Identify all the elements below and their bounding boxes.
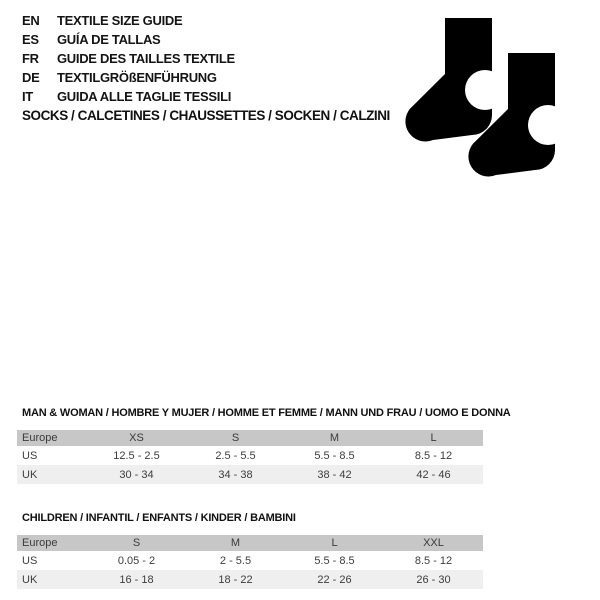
language-code: EN xyxy=(22,13,40,28)
table-row-us xyxy=(17,446,483,465)
language-list xyxy=(22,11,235,106)
size-cell: 12.5 - 2.5 xyxy=(113,449,160,462)
size-table-man-woman xyxy=(17,430,483,484)
language-label: GUÍA DE TALLAS xyxy=(57,32,161,47)
language-row-fr xyxy=(22,49,235,68)
col-header-size: XXL xyxy=(384,535,483,551)
table-header-row xyxy=(17,535,483,551)
size-cell: 38 - 42 xyxy=(317,468,352,481)
col-header-size: S xyxy=(87,535,186,551)
col-header-size: L xyxy=(285,535,384,551)
size-cell: 16 - 18 xyxy=(119,573,154,586)
col-header-region: Europe xyxy=(17,535,87,551)
col-header-size: L xyxy=(384,430,483,446)
row-label: UK xyxy=(22,468,38,481)
size-cell: 26 - 30 xyxy=(416,573,451,586)
col-header-region: Europe xyxy=(17,430,87,446)
language-label: TEXTILGRÖßENFÜHRUNG xyxy=(57,70,217,85)
socks-icon xyxy=(396,10,576,190)
language-code: ES xyxy=(22,32,39,47)
size-table-children xyxy=(17,535,483,589)
col-header-size: S xyxy=(186,430,285,446)
col-header-size: M xyxy=(285,430,384,446)
size-cell: 5.5 - 8.5 xyxy=(314,449,355,462)
row-label: US xyxy=(22,554,38,567)
language-code: IT xyxy=(22,89,33,104)
row-label: UK xyxy=(22,573,38,586)
table-title-man-woman: MAN & WOMAN / HOMBRE Y MUJER / HOMME ET FEMME / MANN UND FRAU / UOMO E DONNA xyxy=(22,407,511,419)
language-code: FR xyxy=(22,51,39,66)
size-cell: 18 - 22 xyxy=(218,573,253,586)
size-section-man-woman xyxy=(17,407,511,484)
language-row-en xyxy=(22,11,235,30)
language-row-de xyxy=(22,68,235,87)
table-row-uk xyxy=(17,570,483,589)
col-header-size: M xyxy=(186,535,285,551)
language-label: GUIDA ALLE TAGLIE TESSILI xyxy=(57,89,232,104)
table-row-us xyxy=(17,551,483,570)
col-header-size: XS xyxy=(87,430,186,446)
language-label: TEXTILE SIZE GUIDE xyxy=(57,13,183,28)
table-header-row xyxy=(17,430,483,446)
size-cell: 0.05 - 2 xyxy=(117,554,156,567)
language-row-it xyxy=(22,87,235,106)
size-cell: 22 - 26 xyxy=(317,573,352,586)
size-cell: 42 - 46 xyxy=(416,468,451,481)
size-cell: 8.5 - 12 xyxy=(414,554,453,567)
category-title: SOCKS / CALCETINES / CHAUSSETTES / SOCKEN / CALZINI xyxy=(22,108,390,123)
sock-left xyxy=(405,18,505,141)
size-cell: 2.5 - 5.5 xyxy=(215,449,256,462)
size-cell: 2 - 5.5 xyxy=(219,554,252,567)
table-row-uk xyxy=(17,465,483,484)
size-cell: 8.5 - 12 xyxy=(414,449,453,462)
size-cell: 30 - 34 xyxy=(119,468,154,481)
row-label: US xyxy=(22,449,38,462)
size-cell: 5.5 - 8.5 xyxy=(314,554,355,567)
language-label: GUIDE DES TAILLES TEXTILE xyxy=(57,51,235,66)
language-row-es xyxy=(22,30,235,49)
size-cell: 34 - 38 xyxy=(218,468,253,481)
language-code: DE xyxy=(22,70,40,85)
size-section-children xyxy=(17,512,483,589)
table-title-children: CHILDREN / INFANTIL / ENFANTS / KINDER / BAMBINI xyxy=(22,512,296,524)
